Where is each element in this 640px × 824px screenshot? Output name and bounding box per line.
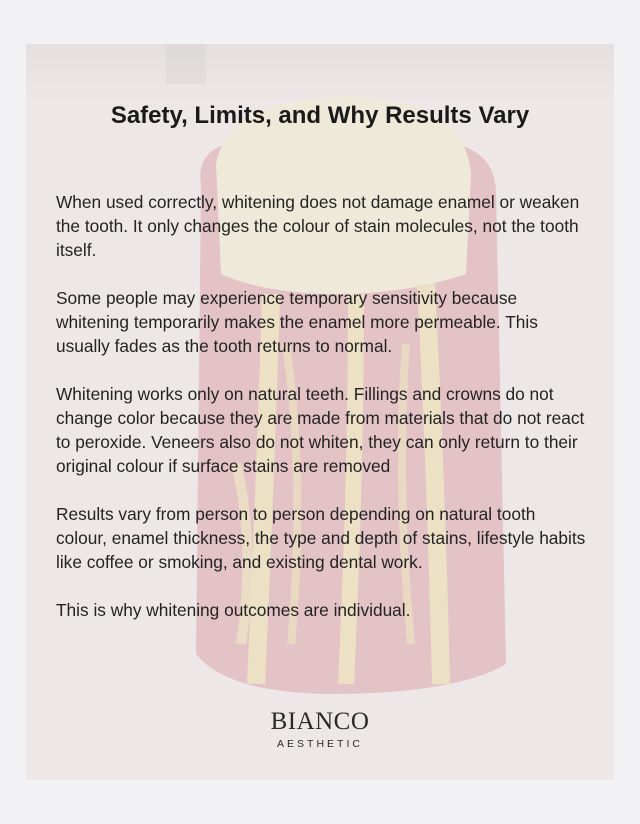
paragraph-conclusion: This is why whitening outcomes are individual.	[56, 600, 411, 620]
paragraph-natural-teeth: Whitening works only on natural teeth. Fillings and crowns do not change color because they are made from materials that do not react to peroxide. Veneers also do not whiten, they can only return to their original colour if surface stains are removed	[56, 384, 585, 476]
logo-tagline: AESTHETIC	[277, 738, 363, 750]
logo-name: BIANCO	[270, 708, 370, 735]
paragraph-safety: When used correctly, whitening does not damage enamel or weaken the tooth. It only changes the colour of stain molecules, not the tooth itself.	[56, 192, 580, 260]
body-text	[56, 190, 590, 646]
page-title: Safety, Limits, and Why Results Vary	[110, 102, 530, 129]
brand-logo	[26, 708, 614, 750]
paragraph-results-vary: Results vary from person to person depending on natural tooth colour, enamel thickness, the type and depth of stains, lifestyle habits like coffee or smoking, and existing dental work.	[56, 504, 586, 572]
text-content	[26, 44, 614, 780]
paragraph-sensitivity: Some people may experience temporary sensitivity because whitening temporarily makes the enamel more permeable. This usually fades as the tooth returns to normal.	[56, 288, 538, 356]
content-card	[26, 44, 614, 780]
